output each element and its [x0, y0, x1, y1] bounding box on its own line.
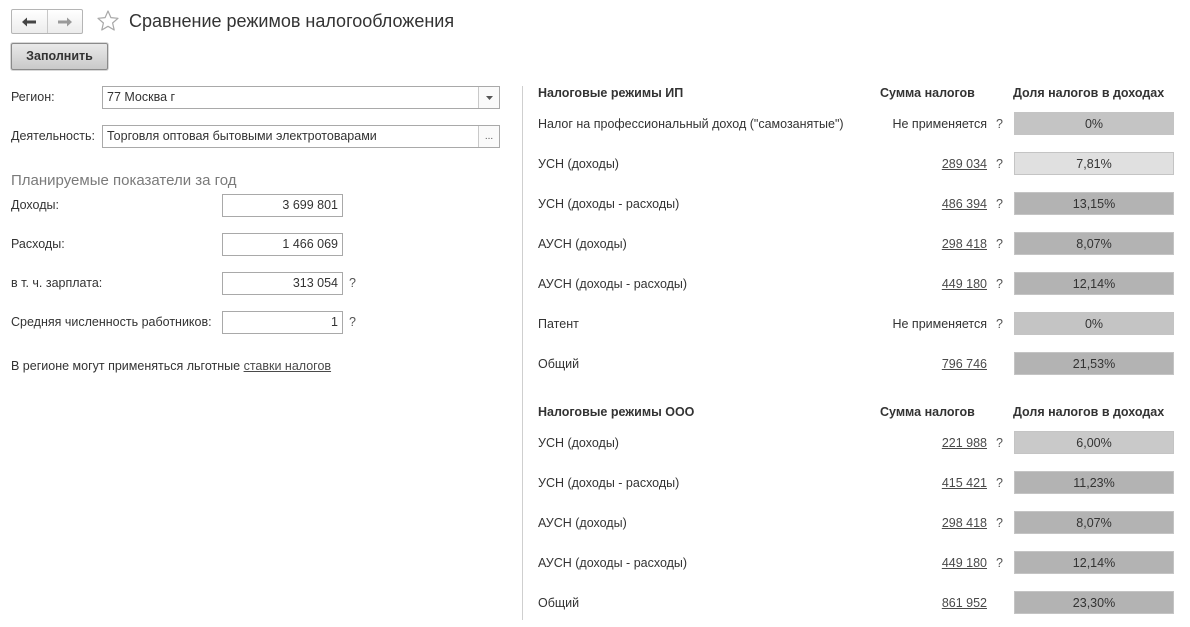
regime-name: Патент — [538, 317, 579, 331]
regime-help-icon[interactable]: ? — [996, 476, 1003, 490]
tax-amount-text: Не применяется — [892, 317, 987, 331]
ip-regimes-header: Налоговые режимы ИП — [538, 86, 684, 100]
chevron-down-icon — [486, 96, 493, 100]
activity-select-button[interactable]: ... — [478, 126, 499, 147]
tax-amount-link[interactable]: 298 418 — [941, 516, 987, 530]
salary-help-icon[interactable]: ? — [349, 276, 356, 290]
regime-name: АУСН (доходы - расходы) — [538, 556, 688, 570]
tax-amount-cell — [827, 157, 987, 171]
tax-amount-link[interactable]: 449 180 — [941, 556, 987, 570]
tax-share-bar: 12,14% — [1014, 551, 1174, 574]
staff-input[interactable]: 1 — [222, 311, 343, 334]
tax-amount-cell — [827, 237, 987, 251]
favorite-star-button[interactable] — [96, 9, 120, 36]
planned-indicators-title: Планируемые показатели за год — [11, 172, 237, 189]
income-input[interactable]: 3 699 801 — [222, 194, 343, 217]
activity-field[interactable] — [102, 125, 500, 148]
regime-help-icon[interactable]: ? — [996, 317, 1003, 331]
staff-label: Средняя численность работников: — [11, 315, 212, 329]
regime-name: УСН (доходы - расходы) — [538, 197, 680, 211]
arrow-right-icon — [57, 16, 73, 28]
tax-share-bar: 7,81% — [1014, 152, 1174, 175]
tax-amount-link[interactable]: 486 394 — [941, 197, 987, 211]
salary-label: в т. ч. зарплата: — [11, 276, 103, 290]
salary-input[interactable]: 313 054 — [222, 272, 343, 295]
arrow-left-icon — [21, 16, 37, 28]
tax-rates-note-text: В регионе могут применяться льготные — [11, 359, 241, 373]
ooo-regimes-header: Налоговые режимы ООО — [538, 405, 695, 419]
expenses-label: Расходы: — [11, 237, 65, 251]
regime-name: Общий — [538, 357, 580, 371]
tax-amount-cell — [827, 277, 987, 291]
ip-share-header: Доля налогов в доходах — [1013, 86, 1165, 100]
page-title: Сравнение режимов налогообложения — [129, 11, 455, 31]
ooo-sum-header: Сумма налогов — [880, 405, 975, 419]
star-icon — [96, 9, 120, 33]
regime-name: Налог на профессиональный доход ("самозанятые") — [538, 117, 844, 131]
activity-value: Торговля оптовая бытовыми электротоварами — [107, 129, 377, 143]
regime-name: АУСН (доходы - расходы) — [538, 277, 688, 291]
regime-help-icon[interactable]: ? — [996, 197, 1003, 211]
tax-share-bar: 11,23% — [1014, 471, 1174, 494]
regime-name: УСН (доходы) — [538, 436, 619, 450]
fill-button[interactable]: Заполнить — [11, 43, 108, 70]
tax-amount-text: Не применяется — [892, 117, 987, 131]
back-button[interactable] — [12, 10, 47, 33]
tax-amount-cell — [827, 436, 987, 450]
regime-name: АУСН (доходы) — [538, 516, 627, 530]
region-dropdown-button[interactable] — [478, 87, 499, 108]
regime-help-icon[interactable]: ? — [996, 117, 1003, 131]
tax-amount-link[interactable]: 289 034 — [941, 157, 987, 171]
regime-help-icon[interactable]: ? — [996, 277, 1003, 291]
regime-help-icon[interactable]: ? — [996, 556, 1003, 570]
tax-amount-link[interactable]: 221 988 — [941, 436, 987, 450]
regime-help-icon[interactable]: ? — [996, 516, 1003, 530]
tax-amount-cell — [827, 357, 987, 371]
region-label: Регион: — [11, 90, 55, 104]
tax-share-bar: 13,15% — [1014, 192, 1174, 215]
forward-button[interactable] — [47, 10, 83, 33]
tax-share-bar: 12,14% — [1014, 272, 1174, 295]
tax-amount-cell — [827, 516, 987, 530]
regime-help-icon[interactable]: ? — [996, 157, 1003, 171]
tax-share-bar: 8,07% — [1014, 511, 1174, 534]
regime-help-icon[interactable]: ? — [996, 237, 1003, 251]
tax-share-bar: 23,30% — [1014, 591, 1174, 614]
tax-share-bar: 21,53% — [1014, 352, 1174, 375]
ooo-share-header: Доля налогов в доходах — [1013, 405, 1165, 419]
tax-amount-link[interactable]: 796 746 — [941, 357, 987, 371]
ip-sum-header: Сумма налогов — [880, 86, 975, 100]
column-divider — [522, 86, 523, 620]
tax-amount-cell — [827, 476, 987, 490]
tax-share-bar: 0% — [1014, 312, 1174, 335]
tax-share-bar: 0% — [1014, 112, 1174, 135]
tax-amount-cell — [827, 117, 987, 131]
income-label: Доходы: — [11, 198, 59, 212]
tax-amount-link[interactable]: 449 180 — [941, 277, 987, 291]
region-field[interactable] — [102, 86, 500, 109]
tax-rates-link[interactable]: ставки налогов — [243, 359, 332, 373]
tax-share-bar: 8,07% — [1014, 232, 1174, 255]
regime-help-icon[interactable]: ? — [996, 436, 1003, 450]
tax-amount-cell — [827, 317, 987, 331]
tax-amount-link[interactable]: 861 952 — [941, 596, 987, 610]
tax-amount-link[interactable]: 298 418 — [941, 237, 987, 251]
region-value: 77 Москва г — [107, 90, 176, 104]
tax-amount-cell — [827, 556, 987, 570]
activity-label: Деятельность: — [11, 129, 95, 143]
nav-buttons — [11, 9, 83, 34]
regime-name: УСН (доходы) — [538, 157, 619, 171]
tax-amount-link[interactable]: 415 421 — [941, 476, 987, 490]
tax-amount-cell — [827, 596, 987, 610]
tax-rates-note — [11, 359, 331, 373]
regime-name: УСН (доходы - расходы) — [538, 476, 680, 490]
expenses-input[interactable]: 1 466 069 — [222, 233, 343, 256]
staff-help-icon[interactable]: ? — [349, 315, 356, 329]
regime-name: АУСН (доходы) — [538, 237, 627, 251]
tax-share-bar: 6,00% — [1014, 431, 1174, 454]
tax-amount-cell — [827, 197, 987, 211]
regime-name: Общий — [538, 596, 580, 610]
